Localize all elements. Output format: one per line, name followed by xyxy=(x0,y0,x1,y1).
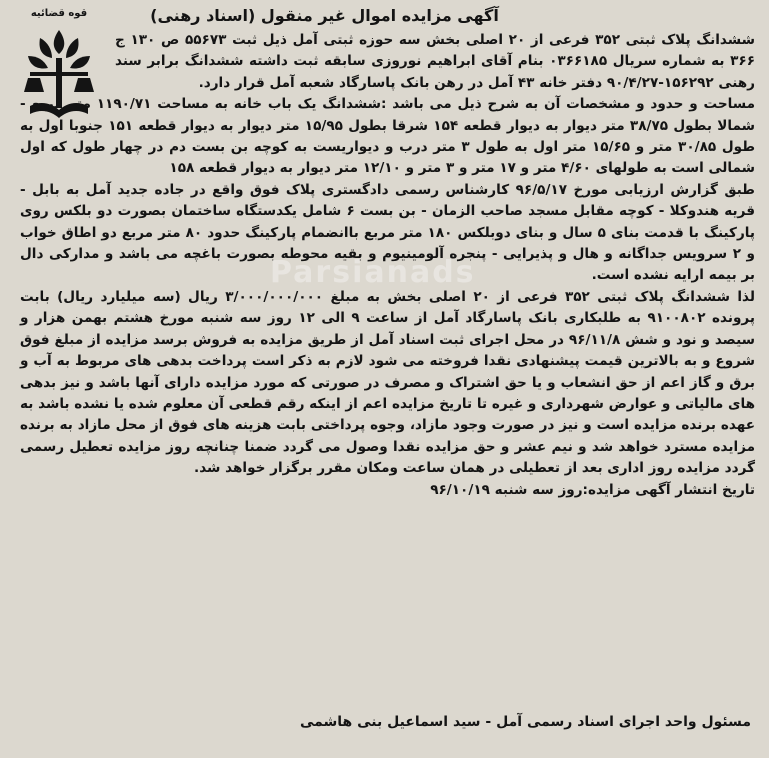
notice-paragraph-3: طبق گزارش ارزیابی مورخ ۹۶/۵/۱۷ کارشناس رسمی دادگستری پلاک فوق واقع در جاده جدید آمل به بابل - قریه هندوکلا - کوچه مقابل مسجد صاحب الزمان - بن بست ۶ شامل یکدستگاه ساختمان بصورت دو بلکس روی پارکینگ با قدمت بنای ۵ سال و بنای دوبلکس ۱۸۰ متر مربع باانضمام پارکینگ حدود ۸۰ متر مربع دو اطاق خواب و ۲ سرویس جداگانه و هال و پذیرایی - پنجره آلومینیوم و بقیه محوطه بصورت باغچه می باشد و مدارکی دال بر بیمه ارایه نشده است. xyxy=(20,181,755,284)
notice-paragraph-4: لذا ششدانگ پلاک ثبتی ۳۵۲ فرعی از ۲۰ اصلی بخش به مبلغ ۳/۰۰۰/۰۰۰/۰۰۰ ریال (سه میلیارد ریال) بابت پرونده ۹۱۰۰۸۰۲ به طلبکاری بانک پاسارگاد آمل از ساعت ۹ الی ۱۲ روز سه شنبه مورخ هشتم بهمن هزار و سیصد و نود و شش ۹۶/۱۱/۸ در محل اجرای ثبت اسناد آمل از طریق مزایده به فروش برسد مزایده از مبلغ فوق شروع و به بالاترین قیمت پیشنهادی نقدا فروخته می شود لازم به ذکر است پرداخت بدهی های مربوط به آب و برق و گاز اعم از حق انشعاب و یا حق اشتراک و مصرف در صورتی که مورد مزایده دارای آنها باشد و نیز بدهی های مالیاتی و عوارض شهرداری و غیره تا تاریخ مزایده اعم از اینکه رقم قطعی آن معلوم شده یا نشده باشد به عهده برنده مزایده است و نیز در صورت وجود مازاد، وجوه پرداختی بابت هزینه های فوق از محل مازاد به برنده مزایده مسترد خواهد شد و نیم عشر و حق مزایده نقدا وصول می گردد ضمنا چنانچه روز مزایده تعطیل رسمی گردد مزایده روز اداری بعد از تعطیلی در همان ساعت ومکان مقرر برگزار خواهد شد. xyxy=(20,288,755,477)
notice-title: آگهی مزایده اموال غیر منقول (اسناد رهنی) xyxy=(150,6,499,25)
watermark: Parsianads xyxy=(270,255,476,290)
emblem-caption: قوه قضائیه xyxy=(30,8,88,19)
notice-paragraph-2: مساحت و حدود و مشخصات آن به شرح ذیل می باشد :ششدانگ یک باب خانه به مساحت ۱۱۹۰/۷۱ متر مربع - شمالا بطول ۳۸/۷۵ متر دیوار به دیوار قطعه ۱۵۴ شرقا بطول ۱۵/۹۵ متر دیوار به دیوار قطعه ۱۵۱ جنوبا اول به طول ۳۰/۸۵ متر و ۱۵/۶۵ متر اول به طول ۳ متر درب و دیواریست به کوچه بن بست دم در چهار طول که اول شمالی است به طولهای ۴/۶۰ متر و ۱۷ متر و ۳ متر و ۱۲/۱۰ متر دیوار به دیوار قطعه ۱۵۸ xyxy=(20,96,756,177)
notice-signature: مسئول واحد اجرای اسناد رسمی آمل - سید اسماعیل بنی هاشمی xyxy=(299,714,751,730)
publication-date: تاریخ انتشار آگهی مزایده:روز سه شنبه ۹۶/۱۰/۱۹ xyxy=(430,481,755,498)
notice-paragraph-1: ششدانگ پلاک ثبتی ۳۵۲ فرعی از ۲۰ اصلی بخش سه حوزه ثبتی آمل ذیل ثبت ۵۵۶۷۳ ص ۱۳۰ ج ۳۶۶ به شماره سریال ۰۳۶۶۱۸۵ بنام آقای ابراهیم نوروزی سابقه ثبت داشته ششدانگ برابر سند رهنی ۱۵۶۲۹۲-۹۰/۴/۲۷ دفتر خانه ۴۳ آمل در رهن بانک پاسارگاد شعبه آمل قرار دارد. xyxy=(115,32,755,91)
